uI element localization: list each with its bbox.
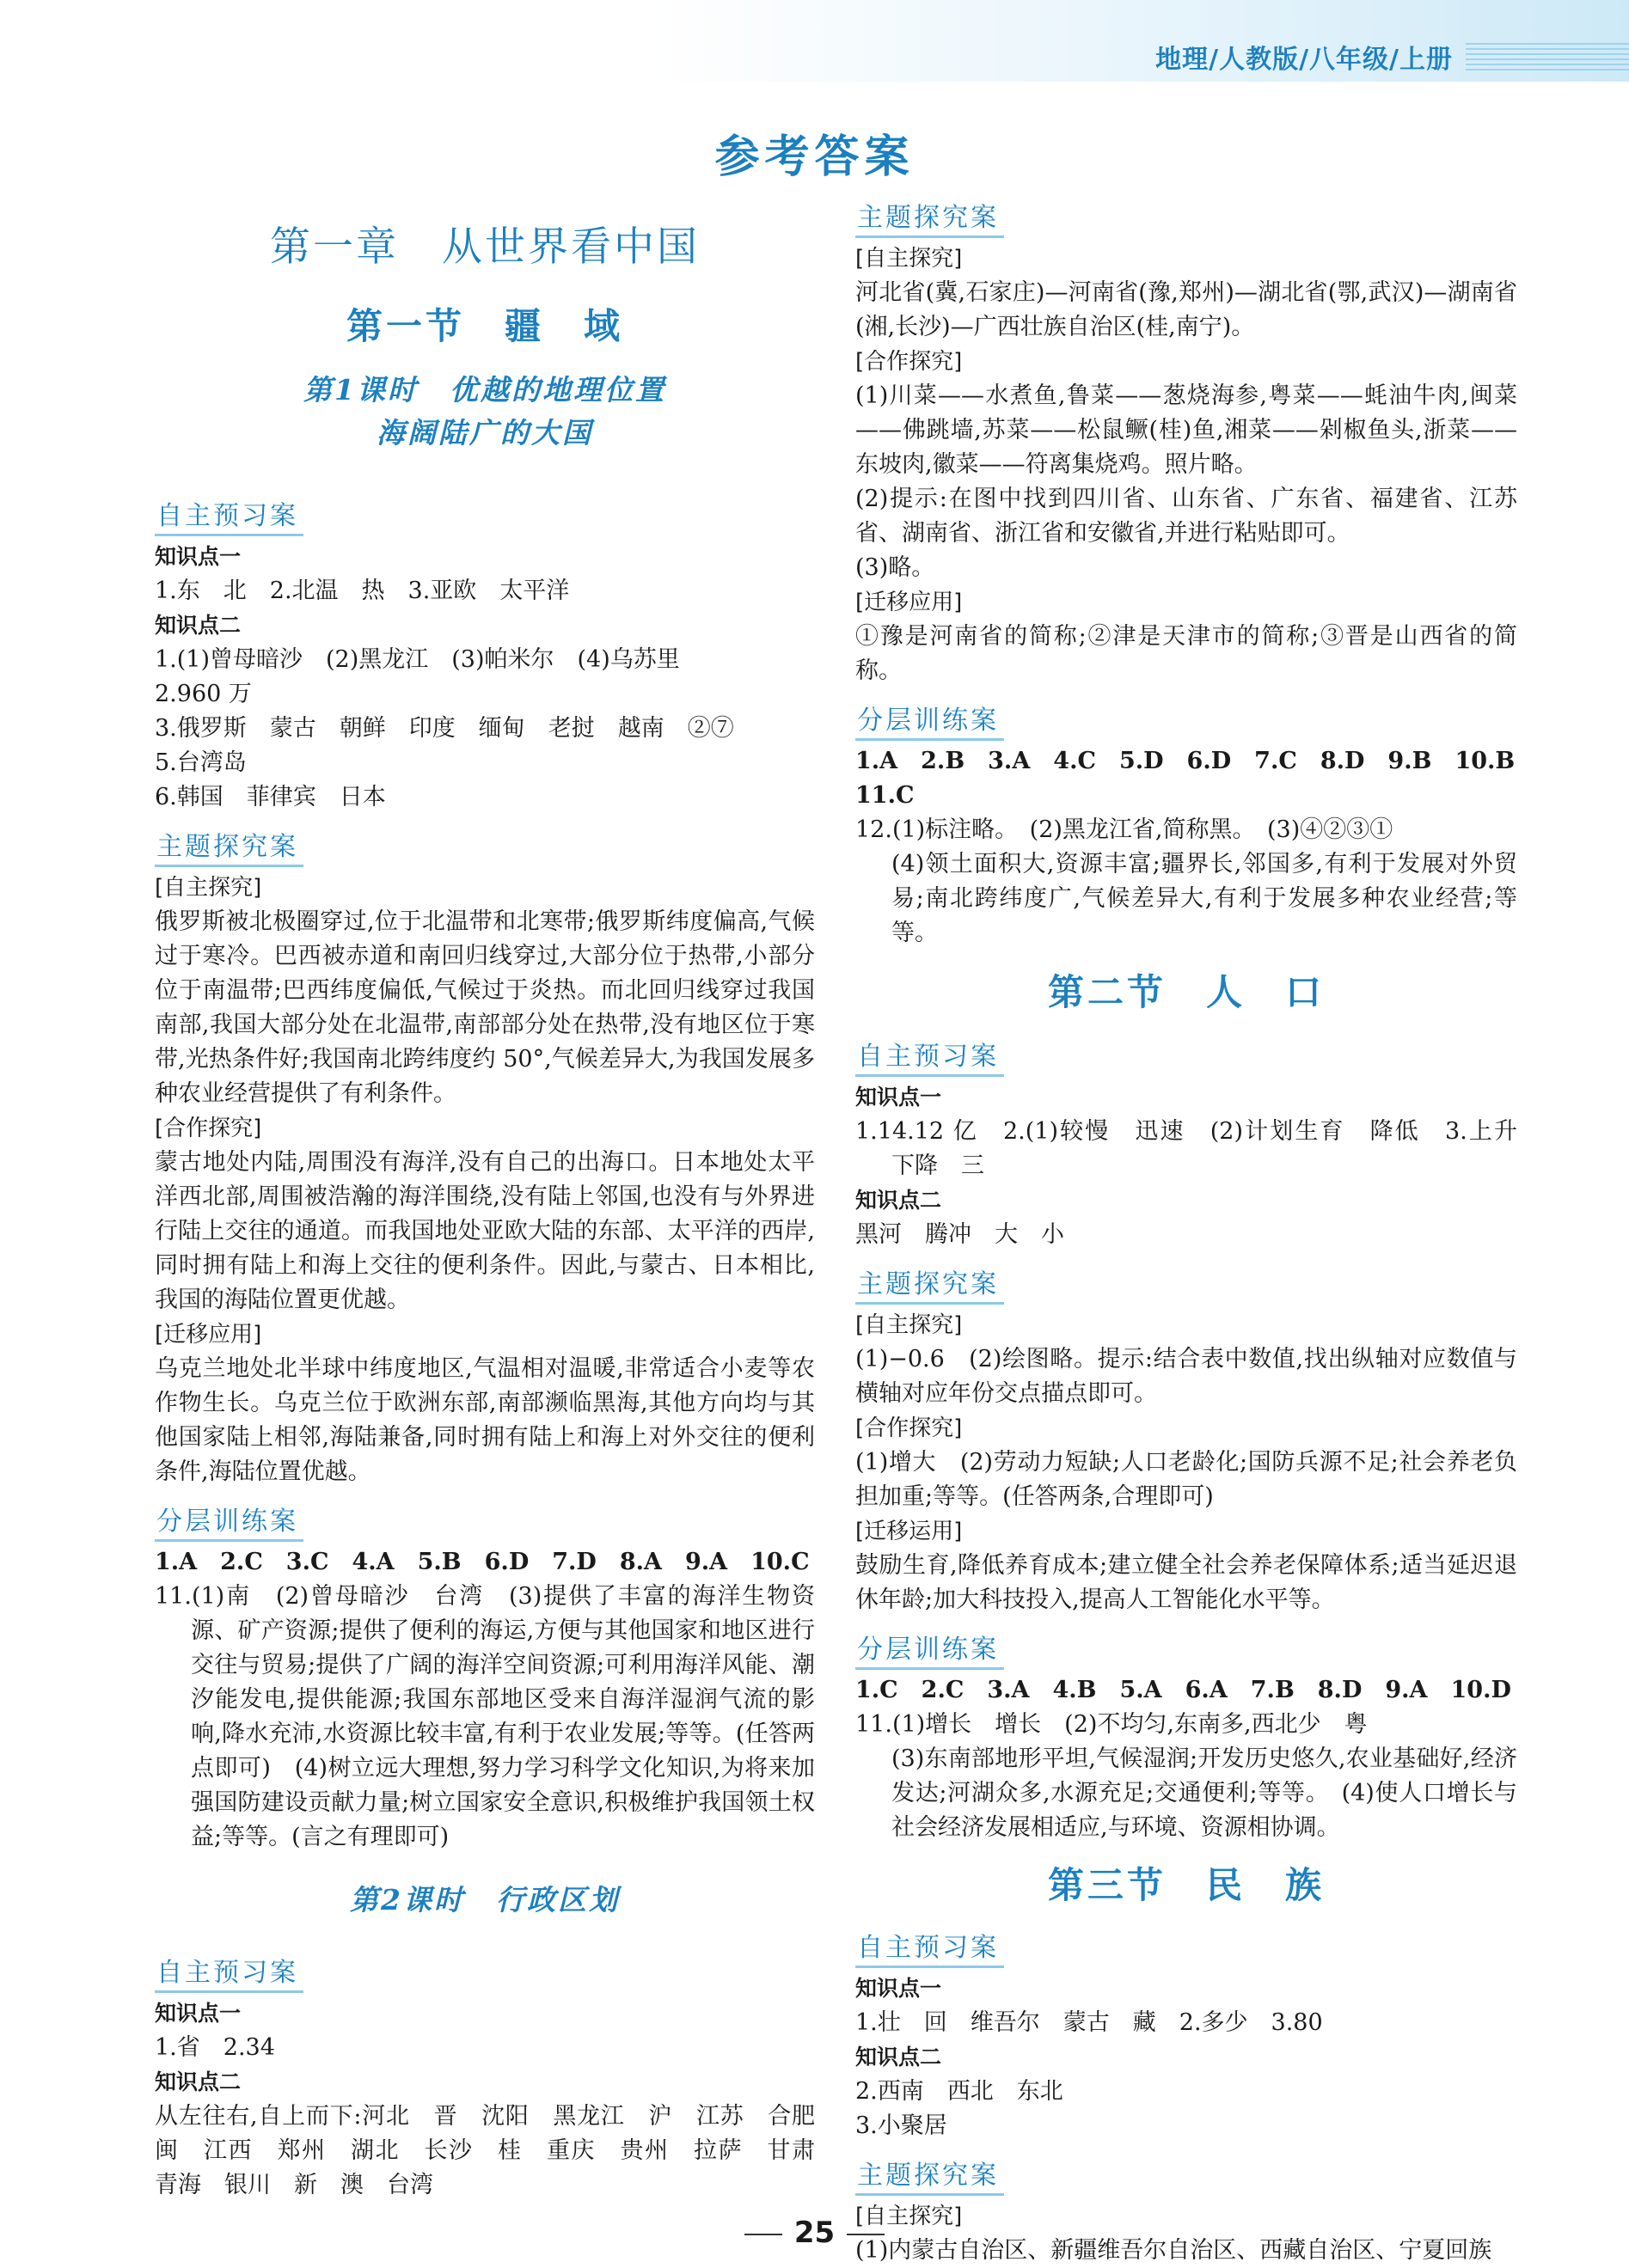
header-subject: 地理/人教版/八年级/上册 <box>1155 45 1453 75</box>
page-number-dash-right <box>847 2234 885 2235</box>
explore-tag: 主题探究案 <box>155 825 303 867</box>
lesson-title <box>155 369 815 455</box>
explore-tag: 主题探究案 <box>855 2154 1004 2196</box>
subheading-coop-explore: [合作探究] <box>855 349 963 375</box>
mc-answers: 1.A 2.C 3.C 4.A 5.B 6.D 7.D 8.A 9.A 10.C <box>155 1549 810 1575</box>
answer-item-12: 12.(1)标注略。 (2)黑龙江省,简称黑。 (3)④②③① <box>855 816 1393 843</box>
mc-answers: 1.A 2.B 3.A 4.C 5.D 6.D 7.C 8.D 9.B 10.B <box>855 748 1516 774</box>
subheading-self-explore: [自主探究] <box>155 875 262 901</box>
answer-line: 5.台湾岛 <box>155 749 247 776</box>
knowledge-point-label: 知识点二 <box>155 613 242 638</box>
preview-tag: 自主预习案 <box>855 1035 1004 1077</box>
answer-line: 1.东 北 2.北温 热 3.亚欧 太平洋 <box>155 578 570 604</box>
answer-item-11-part3: (3)东南部地形平坦,气候湿润;开发历史悠久,农业基础好,经济发达;河湖众多,水源充足;交通便利;等等。 (4)使人口增长与社会经济发展相适应,与环境、资源相协调。 <box>891 1745 1517 1841</box>
right-column <box>855 196 1540 2268</box>
subheading-self-explore: [自主探究] <box>855 2204 963 2229</box>
paragraph: 河北省(冀,石家庄)—河南省(豫,郑州)—湖北省(鄂,武汉)—湖南省(湘,长沙)—广西壮族自治区(桂,南宁)。 <box>855 279 1517 340</box>
paragraph: (2)提示:在图中找到四川省、山东省、广东省、福建省、江苏省、湖南省、浙江省和安徽省,并进行粘贴即可。 <box>855 486 1517 547</box>
paragraph: (1)−0.6 (2)绘图略。提示:结合表中数值,找出纵轴对应数值与横轴对应年份交点描点即可。 <box>855 1346 1517 1407</box>
subheading-transfer: [迁移应用] <box>155 1322 262 1348</box>
answer-line: 1.14.12 亿 2.(1)较慢 迅速 (2)计划生育 降低 3.上升 下降 三 <box>855 1118 1540 1179</box>
subheading-self-explore: [自主探究] <box>855 246 963 272</box>
answer-line: 1.壮 回 维吾尔 蒙古 藏 2.多少 3.80 <box>855 2009 1323 2036</box>
subheading-transfer: [迁移运用] <box>855 1519 963 1544</box>
knowledge-point-label: 知识点一 <box>155 2001 242 2026</box>
answer-item-11: 11.C <box>855 782 915 809</box>
page-number-dash-left <box>744 2234 782 2235</box>
section3-title: 第三节 民 族 <box>1047 1864 1325 1906</box>
section-title: 第一节 疆 域 <box>346 305 623 347</box>
subheading-coop-explore: [合作探究] <box>155 1116 262 1141</box>
knowledge-point-label: 知识点二 <box>855 2045 942 2069</box>
explore-tag: 主题探究案 <box>855 1262 1004 1305</box>
left-column <box>155 198 838 2203</box>
answer-line: 2.西南 西北 东北 <box>855 2078 1063 2105</box>
answer-line: 1.省 2.34 <box>155 2034 275 2061</box>
paragraph: (1)内蒙古自治区、新疆维吾尔自治区、西藏自治区、宁夏回族 <box>855 2237 1492 2264</box>
knowledge-point-label: 知识点一 <box>855 1085 942 1110</box>
paragraph: ①豫是河南省的简称;②津是天津市的简称;③晋是山西省的简称。 <box>855 623 1517 684</box>
mc-answers: 1.C 2.C 3.A 4.B 5.A 6.A 7.B 8.D 9.A 10.D <box>855 1677 1511 1703</box>
page-number-value: 25 <box>793 2216 836 2250</box>
answer-line: 6.韩国 菲律宾 日本 <box>155 784 386 810</box>
explore-tag: 主题探究案 <box>855 196 1004 238</box>
paragraph: (1)增大 (2)劳动力短缺;人口老龄化;国防兵源不足;社会养老负担加重;等等。(任答两条,合理即可) <box>855 1449 1517 1510</box>
train-tag: 分层训练案 <box>855 1628 1004 1670</box>
preview-tag: 自主预习案 <box>855 1926 1004 1968</box>
preview-tag: 自主预习案 <box>155 1951 303 1993</box>
chapter-title: 第一章 从世界看中国 <box>270 223 700 271</box>
paragraph: (3)略。 <box>855 554 935 581</box>
lesson-title-line2: 海阔陆广的大国 <box>377 416 593 449</box>
paragraph: 俄罗斯被北极圈穿过,位于北温带和北寒带;俄罗斯纬度偏高,气候过于寒冷。巴西被赤道和南回归线穿过,大部分位于热带,小部分位于南温带;巴西纬度偏低,气候过于炎热。而北回归线穿过我国南部,我国大部分处在北温带,南部部分处在热带,没有地区位于寒带,光热条件好;我国南北跨纬度约 50°,气候差异大,为我国发展多种农业经营提供了有利条件。 <box>155 908 815 1107</box>
answer-line: 黑河 腾冲 大 小 <box>855 1221 1064 1248</box>
knowledge-point-label: 知识点二 <box>855 1188 942 1213</box>
page-number <box>0 2216 1629 2250</box>
answer-item-11: 11.(1)南 (2)曾母暗沙 台湾 (3)提供了丰富的海洋生物资源、矿产资源;提供了便利的海运,方便与其他国家和地区进行交往与贸易;提供了广阔的海洋空间资源;可利用海洋风能、潮汐能发电,提供能源;我国东部地区受来自海洋湿润气流的影响,降水充沛,水资源比较丰富,有利于农业发展;等等。(任答两点即可) (4)树立远大理想,努力学习科学文化知识,为将来加强国防建设贡献力量;树立国家安全意识,积极维护我国领土权益;等等。(言之有理即可) <box>155 1583 815 1850</box>
knowledge-point-label: 知识点一 <box>155 544 242 569</box>
preview-tag: 自主预习案 <box>155 494 303 536</box>
answer-line: 1.(1)曾母暗沙 (2)黑龙江 (3)帕米尔 (4)乌苏里 <box>155 646 680 673</box>
section2-title: 第二节 人 口 <box>1047 971 1325 1013</box>
answer-line: 从左往右,自上而下:河北 晋 沈阳 黑龙江 沪 江苏 合肥 闽 江西 郑州 湖北 长沙 桂 重庆 贵州 拉萨 甘肃 青海 银川 新 澳 台湾 <box>155 2103 838 2198</box>
train-tag: 分层训练案 <box>855 699 1004 741</box>
answer-item-12-part4: (4)领土面积大,资源丰富;疆界长,邻国多,有利于发展对外贸易;南北跨纬度广,气候差异大,有利于发展多种农业经营;等等。 <box>891 851 1517 946</box>
answer-line: 3.小聚居 <box>855 2112 947 2139</box>
paragraph: 鼓励生育,降低养育成本;建立健全社会养老保障体系;适当延迟退休年龄;加大科技投入,提高人工智能化水平等。 <box>855 1552 1517 1613</box>
answer-line: 2.960 万 <box>155 681 252 707</box>
answer-line: 3.俄罗斯 蒙古 朝鲜 印度 缅甸 老挝 越南 ②⑦ <box>155 715 734 742</box>
lesson-title-line1: 第1课时 优越的地理位置 <box>303 373 666 407</box>
answer-item-11: 11.(1)增长 增长 (2)不均匀,东南多,西北少 粤 <box>855 1711 1368 1738</box>
subheading-transfer: [迁移应用] <box>855 590 963 615</box>
paragraph: 蒙古地处内陆,周围没有海洋,没有自己的出海口。日本地处太平洋西北部,周围被浩瀚的海洋围绕,没有陆上邻国,也没有与外界进行陆上交往的通道。而我国地处亚欧大陆的东部、太平洋的西岸,同时拥有陆上和海上交往的便利条件。因此,与蒙古、日本相比,我国的海陆位置更优越。 <box>155 1149 815 1313</box>
subheading-coop-explore: [合作探究] <box>855 1415 963 1441</box>
subheading-self-explore: [自主探究] <box>855 1312 963 1338</box>
paragraph: (1)川菜——水煮鱼,鲁菜——葱烧海参,粤菜——蚝油牛肉,闽菜——佛跳墙,苏菜——松鼠鳜(桂)鱼,湘菜——剁椒鱼头,浙菜——东坡肉,徽菜——符离集烧鸡。照片略。 <box>855 382 1517 478</box>
train-tag: 分层训练案 <box>155 1500 303 1542</box>
knowledge-point-label: 知识点二 <box>155 2069 242 2094</box>
header-decoration <box>1466 43 1629 74</box>
page-title: 参考答案 <box>714 131 915 183</box>
knowledge-point-label: 知识点一 <box>855 1976 942 2001</box>
paragraph: 乌克兰地处北半球中纬度地区,气温相对温暖,非常适合小麦等农作物生长。乌克兰位于欧洲东部,南部濒临黑海,其他方向均与其他国家陆上相邻,海陆兼备,同时拥有陆上和海上对外交往的便利条件,海陆位置优越。 <box>155 1355 815 1485</box>
lesson2-title: 第2课时 行政区划 <box>350 1883 620 1916</box>
